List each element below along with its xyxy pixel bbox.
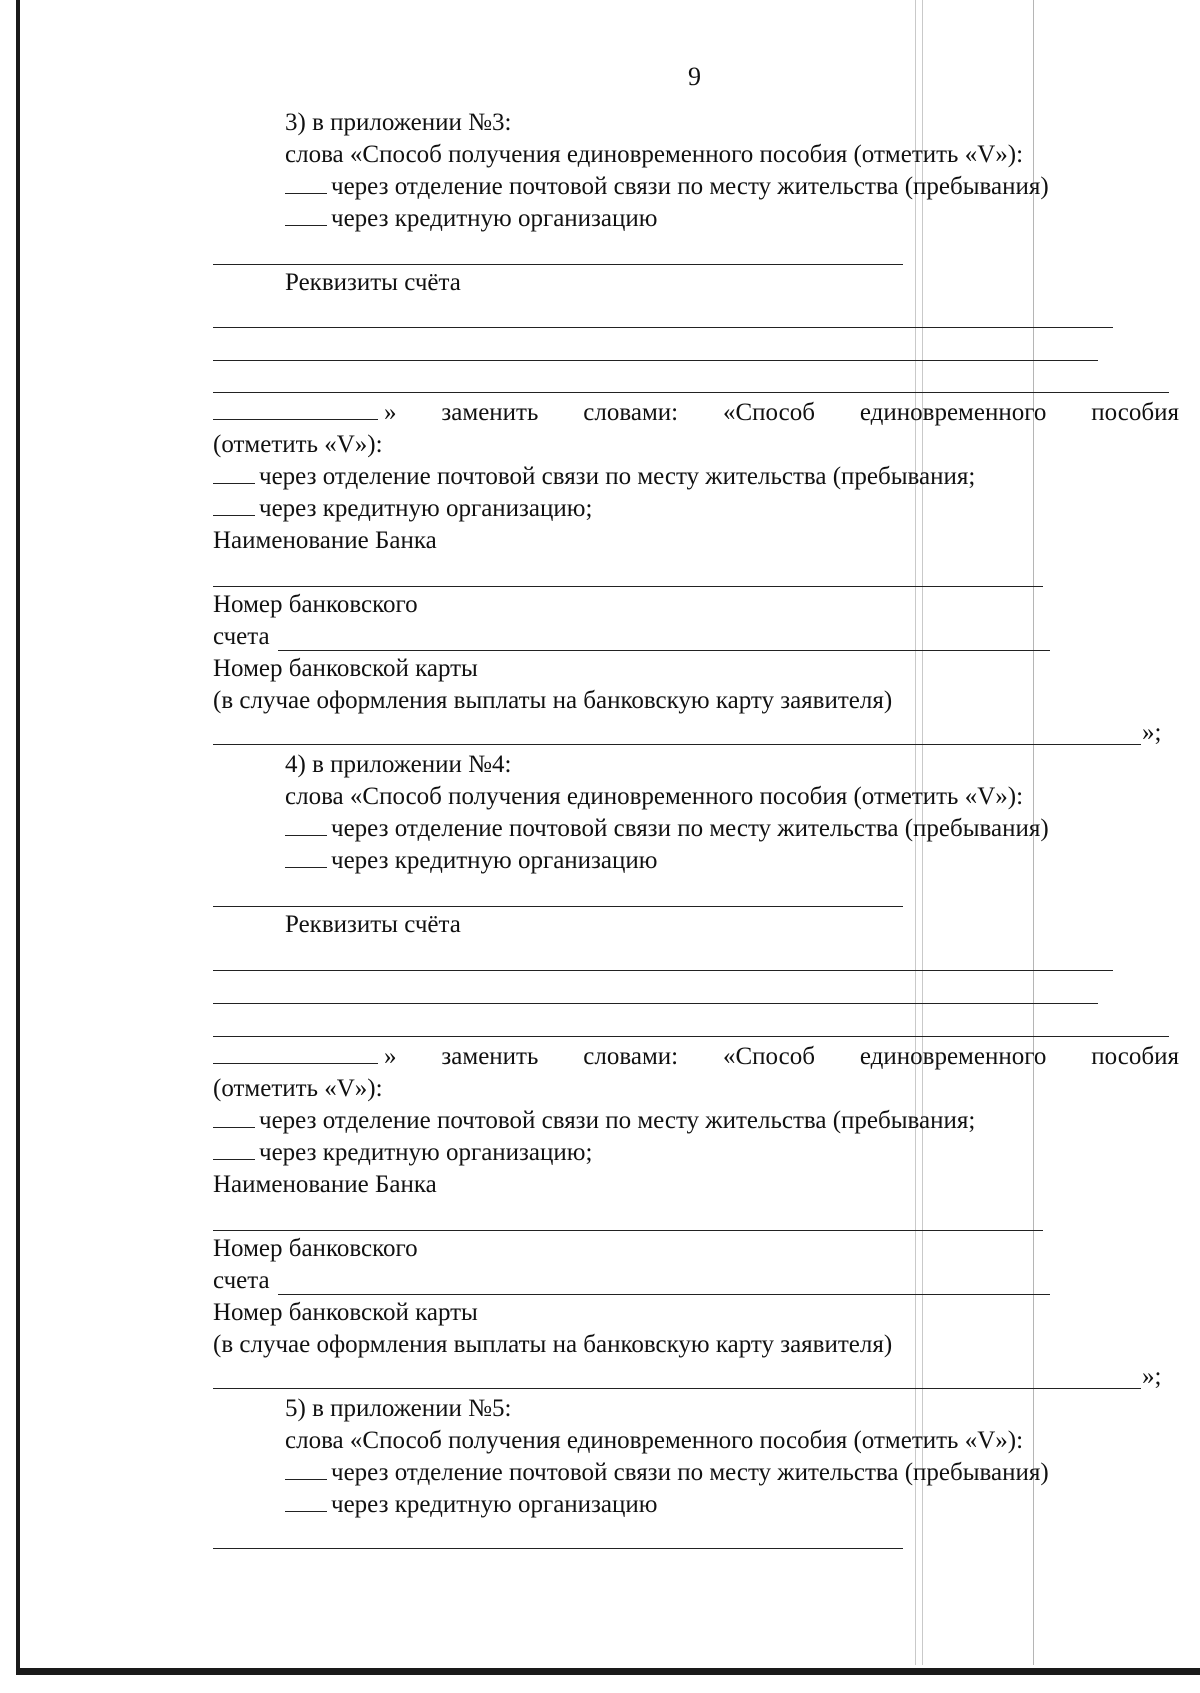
blank-line bbox=[213, 1036, 1169, 1037]
option-label: через отделение почтовой связи по месту жительства (пребывания) bbox=[331, 173, 1049, 200]
option-credit-old bbox=[285, 1490, 657, 1520]
option-label: через кредитную организацию bbox=[331, 847, 658, 874]
card-note: (в случае оформления выплаты на банковскую карту заявителя) bbox=[213, 1331, 893, 1358]
blank-line bbox=[213, 392, 1169, 393]
old-text-intro: слова «Способ получения единовременного пособия (отметить «V»): bbox=[285, 783, 1024, 810]
replace-word: заменить bbox=[441, 1043, 539, 1070]
option-post-old bbox=[285, 1458, 1049, 1488]
option-label: через отделение почтовой связи по месту жительства (пребывания; bbox=[259, 1107, 976, 1134]
replace-word: заменить bbox=[441, 399, 539, 426]
account-number-label: Номер банковского bbox=[213, 591, 418, 618]
blank-line bbox=[213, 1003, 1098, 1004]
page-number: 9 bbox=[688, 62, 701, 91]
option-credit-old bbox=[285, 204, 657, 234]
bank-name-label: Наименование Банка bbox=[213, 1171, 437, 1198]
mark-instruction: (отметить «V»): bbox=[213, 431, 383, 458]
section-heading: 5) в приложении №5: bbox=[285, 1395, 512, 1422]
account-details-label: Реквизиты счёта bbox=[285, 911, 461, 938]
blank-line bbox=[213, 1388, 1141, 1389]
replace-word: пособия bbox=[1091, 399, 1179, 426]
replace-quote: » bbox=[213, 1042, 397, 1072]
checkbox-blank bbox=[285, 173, 327, 194]
checkbox-blank bbox=[213, 495, 255, 516]
account-label: счета bbox=[213, 1267, 270, 1294]
old-text-intro: слова «Способ получения единовременного пособия (отметить «V»): bbox=[285, 1427, 1024, 1454]
option-credit-new bbox=[213, 494, 592, 524]
blank-line bbox=[213, 1548, 903, 1549]
checkbox-blank bbox=[285, 847, 327, 868]
blank-line bbox=[213, 360, 1098, 361]
checkbox-blank bbox=[285, 815, 327, 836]
blank-line bbox=[213, 744, 1141, 745]
replace-word: «Способ bbox=[723, 1043, 815, 1070]
checkbox-blank bbox=[213, 1107, 255, 1128]
option-label: через отделение почтовой связи по месту жительства (пребывания) bbox=[331, 815, 1049, 842]
section-heading: 3) в приложении №3: bbox=[285, 109, 512, 136]
card-number-label: Номер банковской карты bbox=[213, 1299, 478, 1326]
replace-word: словами: bbox=[583, 1043, 679, 1070]
checkbox-blank bbox=[285, 1459, 327, 1480]
option-post-new bbox=[213, 462, 975, 492]
replace-quote: » bbox=[213, 398, 397, 428]
replace-word: единовременного bbox=[859, 1043, 1047, 1070]
closing-quote: »; bbox=[1142, 719, 1162, 746]
section-heading: 4) в приложении №4: bbox=[285, 751, 512, 778]
card-number-label: Номер банковской карты bbox=[213, 655, 478, 682]
blank-line bbox=[213, 586, 1043, 587]
blank-inline bbox=[213, 399, 378, 420]
checkbox-blank bbox=[285, 1491, 327, 1512]
bank-name-label: Наименование Банка bbox=[213, 527, 437, 554]
option-label: через кредитную организацию; bbox=[259, 1139, 593, 1166]
blank-line bbox=[213, 264, 903, 265]
scan-bottom-edge bbox=[16, 1668, 1200, 1675]
account-number-label: Номер банковского bbox=[213, 1235, 418, 1262]
option-credit-old bbox=[285, 846, 657, 876]
scan-left-edge bbox=[16, 0, 20, 1670]
closing-quote: »; bbox=[1142, 1363, 1162, 1390]
blank-line bbox=[213, 906, 903, 907]
option-credit-new bbox=[213, 1138, 592, 1168]
option-label: через кредитную организацию bbox=[331, 1491, 658, 1518]
checkbox-blank bbox=[213, 463, 255, 484]
replace-line bbox=[213, 1042, 1179, 1072]
replace-line bbox=[213, 398, 1179, 428]
option-label: через кредитную организацию; bbox=[259, 495, 593, 522]
card-note: (в случае оформления выплаты на банковскую карту заявителя) bbox=[213, 687, 893, 714]
replace-word: «Способ bbox=[723, 399, 815, 426]
option-label: через отделение почтовой связи по месту жительства (пребывания) bbox=[331, 1459, 1049, 1486]
option-label: через кредитную организацию bbox=[331, 205, 658, 232]
checkbox-blank bbox=[213, 1139, 255, 1160]
account-details-label: Реквизиты счёта bbox=[285, 269, 461, 296]
option-label: через отделение почтовой связи по месту жительства (пребывания; bbox=[259, 463, 976, 490]
account-label: счета bbox=[213, 623, 270, 650]
blank-line bbox=[278, 1294, 1050, 1295]
replace-word: единовременного bbox=[859, 399, 1047, 426]
mark-instruction: (отметить «V»): bbox=[213, 1075, 383, 1102]
option-post-old bbox=[285, 814, 1049, 844]
blank-inline bbox=[213, 1043, 378, 1064]
blank-line bbox=[213, 1230, 1043, 1231]
blank-line bbox=[278, 650, 1050, 651]
blank-line bbox=[213, 970, 1113, 971]
replace-word: пособия bbox=[1091, 1043, 1179, 1070]
replace-word: словами: bbox=[583, 399, 679, 426]
checkbox-blank bbox=[285, 205, 327, 226]
old-text-intro: слова «Способ получения единовременного пособия (отметить «V»): bbox=[285, 141, 1024, 168]
option-post-new bbox=[213, 1106, 975, 1136]
blank-line bbox=[213, 327, 1113, 328]
option-post-old bbox=[285, 172, 1049, 202]
